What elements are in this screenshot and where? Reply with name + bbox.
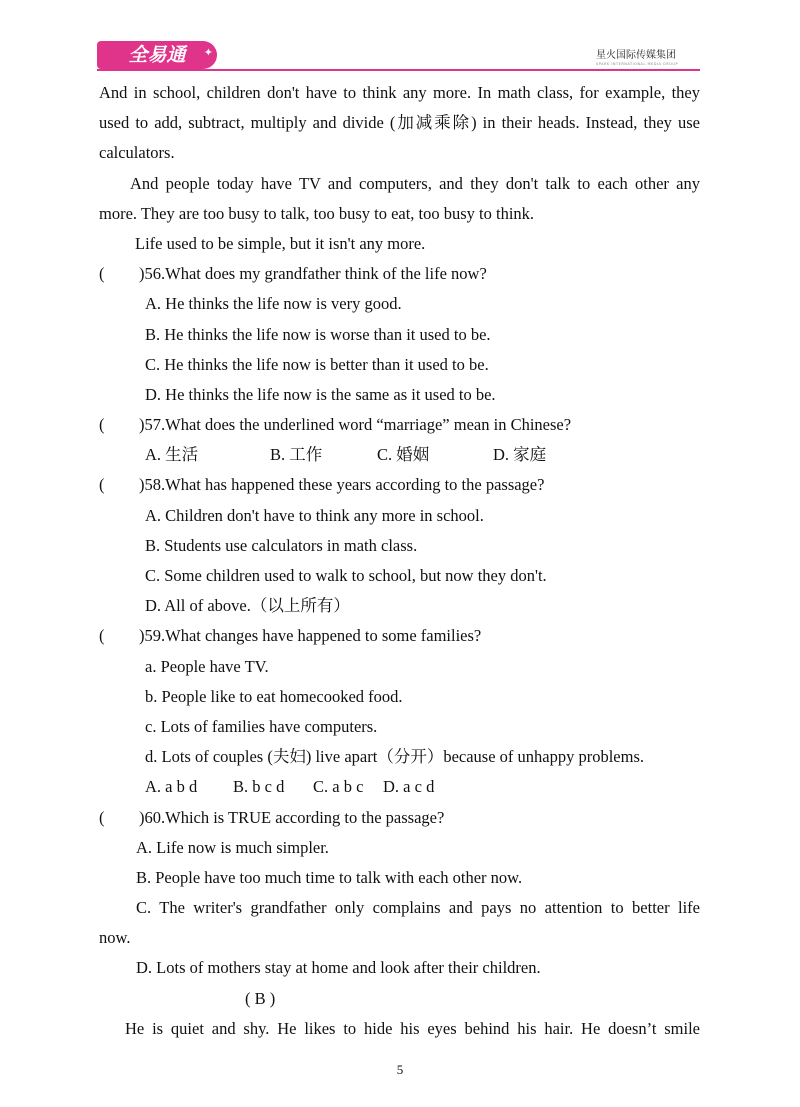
statement-a: a. People have TV. <box>145 656 269 676</box>
page-header <box>0 0 800 80</box>
page-content <box>99 78 700 1044</box>
answer-blank[interactable]: ( <box>99 475 105 495</box>
question-stem: )57.What does the underlined word “marriage” mean in Chinese? <box>139 415 572 435</box>
answer-blank[interactable]: ( <box>99 807 105 827</box>
brand <box>596 46 706 66</box>
section-heading: ( B ) <box>245 988 276 1008</box>
question-58 <box>99 470 700 500</box>
option-b: B. He thinks the life now is worse than it used to be. <box>145 324 491 344</box>
passage-line: And people today have TV and computers, and they don't talk to each other any <box>130 173 700 193</box>
option-c: C. The writer's grandfather only complains and pays no attention to better life <box>136 898 700 918</box>
question-59 <box>99 621 700 651</box>
question-stem: )58.What has happened these years according to the passage? <box>139 475 545 495</box>
logo <box>97 41 217 69</box>
option-b: B. b c d <box>233 777 285 797</box>
question-stem: )59.What changes have happened to some families? <box>139 626 482 646</box>
option-d: D. All of above.（以上所有） <box>145 596 350 616</box>
star-icon: ✦ <box>203 46 213 59</box>
option-a: A. a b d <box>145 777 198 797</box>
option-d: D. 家庭 <box>493 445 547 465</box>
option-b: B. People have too much time to talk with each other now. <box>136 867 523 887</box>
option-a: A. He thinks the life now is very good. <box>145 294 402 314</box>
option-a: A. 生活 <box>145 445 199 465</box>
options-row <box>99 772 700 802</box>
option-c-continued: now. <box>99 928 131 948</box>
page-number: 5 <box>396 1062 404 1077</box>
passage-line: Life used to be simple, but it isn't any more. <box>135 233 426 253</box>
answer-blank[interactable]: ( <box>99 415 105 435</box>
statement-d: d. Lots of couples (夫妇) live apart（分开）because of unhappy problems. <box>145 747 645 767</box>
option-c: C. He thinks the life now is better than it used to be. <box>145 354 489 374</box>
brand-name: 星火国际传媒集团 <box>596 50 676 61</box>
option-c: C. 婚姻 <box>377 445 430 465</box>
brand-subtitle: SPARK INTERNATIONAL MEDIA GROUP <box>596 62 679 66</box>
option-d: D. Lots of mothers stay at home and look after their children. <box>136 958 541 978</box>
option-d: D. a c d <box>383 777 435 797</box>
question-stem: )56.What does my grandfather think of the life now? <box>139 264 487 284</box>
question-60 <box>99 803 700 833</box>
statement-b: b. People like to eat homecooked food. <box>145 686 403 706</box>
option-a: A. Life now is much simpler. <box>136 837 329 857</box>
question-stem: )60.Which is TRUE according to the passage? <box>139 807 445 827</box>
option-d: D. He thinks the life now is the same as it used to be. <box>145 384 496 404</box>
passage-line: And in school, children don't have to think any more. In math class, for example, they <box>99 83 700 102</box>
option-c: C. Some children used to walk to school, but now they don't. <box>145 566 547 585</box>
passage-line: calculators. <box>99 143 175 163</box>
options-row <box>99 440 700 470</box>
passage-line: more. They are too busy to talk, too busy to eat, too busy to think. <box>99 203 535 223</box>
passage-line: used to add, subtract, multiply and divide (加减乘除) in their heads. Instead, they use <box>99 113 700 133</box>
question-57 <box>99 410 700 440</box>
logo-text: 全易通 <box>128 44 186 66</box>
option-c: C. a b c <box>313 777 364 797</box>
passage-line: He is quiet and shy. He likes to hide his eyes behind his hair. He doesn’t smile <box>125 1018 700 1038</box>
option-a: A. Children don't have to think any more in school. <box>145 505 484 525</box>
option-b: B. Students use calculators in math class. <box>145 535 418 555</box>
header-divider <box>97 69 700 71</box>
answer-blank[interactable]: ( <box>99 264 105 284</box>
question-56 <box>99 259 700 289</box>
option-b: B. 工作 <box>270 445 323 465</box>
answer-blank[interactable]: ( <box>99 626 105 646</box>
statement-c: c. Lots of families have computers. <box>145 716 378 736</box>
